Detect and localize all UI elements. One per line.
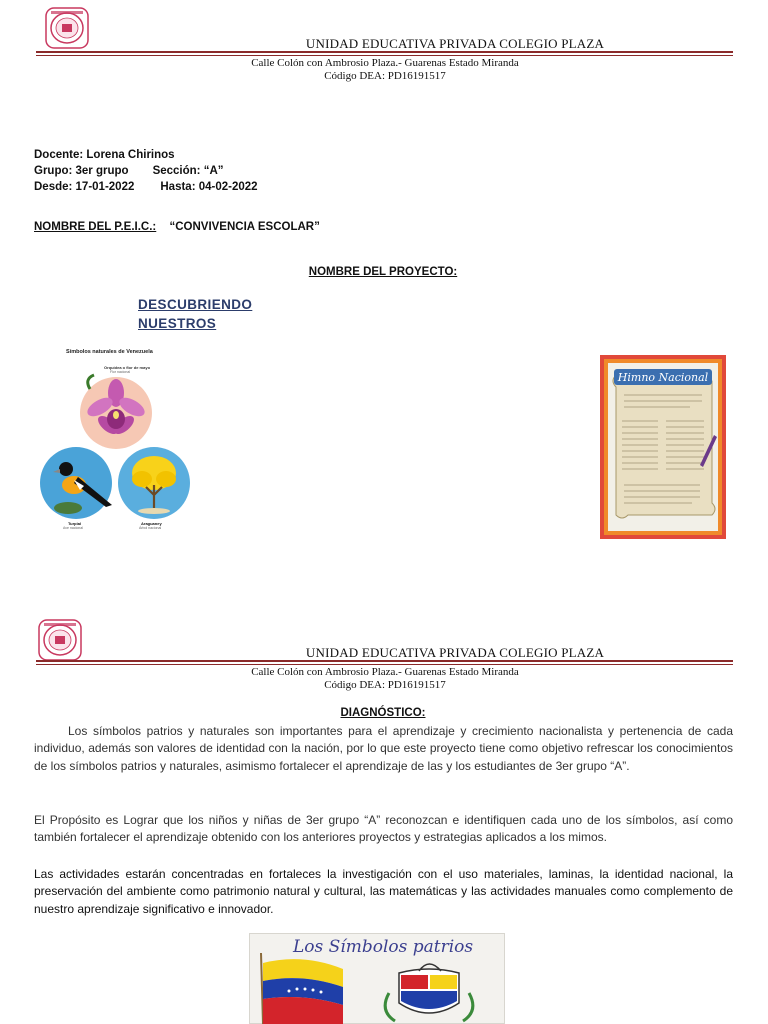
flower-sublabel: Flor nacional xyxy=(110,370,131,374)
tree-sublabel: Árbol nacional xyxy=(139,526,162,530)
diagnostic-label: DIAGNÓSTICO: xyxy=(340,707,426,719)
teacher-row xyxy=(34,147,258,163)
patriotic-symbols-drawing xyxy=(249,933,505,1024)
date-to: Hasta: 04-02-2022 xyxy=(160,181,258,193)
drawing-caption: Los Símbolos patrios xyxy=(293,937,474,957)
peic-line xyxy=(34,221,320,233)
school-address: Calle Colón con Ambrosio Plaza.- Guarenas Estado Miranda xyxy=(251,666,519,678)
school-logo-page-2 xyxy=(38,619,82,661)
info-block xyxy=(34,147,258,195)
school-seal-icon xyxy=(45,7,89,49)
school-code: Código DEA: PD16191517 xyxy=(324,679,446,691)
anthem-card-image xyxy=(600,355,726,539)
group: Grupo: 3er grupo xyxy=(34,165,129,177)
bird-sublabel: Ave nacional xyxy=(63,526,83,530)
date-from: Desde: 17-01-2022 xyxy=(34,181,135,193)
project-title-line-1: DESCUBRIENDO xyxy=(138,297,253,312)
school-address: Calle Colón con Ambrosio Plaza.- Guarenas Estado Miranda xyxy=(251,57,519,69)
dates-row xyxy=(34,179,258,195)
anthem-scroll-illustration xyxy=(600,355,726,539)
school-address-block-page-2 xyxy=(100,666,670,692)
group-row xyxy=(34,163,258,179)
diagnostic-paragraph-1: Los símbolos patrios y naturales son importantes para el aprendizaje y crecimiento nacionalista y pertenencia de cada individuo, además son valores de identidad con la nación, por lo que este proyecto tiene como objetivo refrescar los conocimientos de los símbolos patrios y naturales, asimismo fortalecer el aprendizaje de las y los estudiantes de 3er grupo “A”. xyxy=(34,724,733,773)
school-seal-icon xyxy=(38,619,82,661)
school-address-block xyxy=(100,57,670,83)
anthem-title: Himno Nacional xyxy=(617,371,709,384)
diagnostic-paragraph-2: El Propósito es Lograr que los niños y niñas de 3er grupo “A” reconozcan e identifiquen cada uno de los símbolos, así como también fortalecer el aprendizaje obtenido con los anteriores proyectos y estrategias aplicados a los mimos. xyxy=(34,813,733,845)
natural-symbols-image xyxy=(38,345,198,535)
school-code: Código DEA: PD16191517 xyxy=(324,70,446,82)
tree-label: Araguaney xyxy=(141,521,162,526)
diagnostic-paragraph-3: Las actividades estarán concentradas en fortaleces la investigación con el uso materiales, laminas, la identidad nacional, la preservación del ambiente como patrimonio natural y cultural, las matemáticas y las actividades manuales como complemento de nuestro aprendizaje significativo e innovador. xyxy=(34,867,733,916)
teacher: Docente: Lorena Chirinos xyxy=(34,149,175,161)
flower-label: Orquídea o flor de mayo xyxy=(104,365,151,370)
header-rule-page-2 xyxy=(36,660,733,665)
peic-label: NOMBRE DEL P.E.I.C.: xyxy=(34,221,157,233)
project-label: NOMBRE DEL PROYECTO: xyxy=(308,266,458,278)
natural-symbols-header: Símbolos naturales de Venezuela xyxy=(66,349,153,355)
project-title xyxy=(138,295,252,333)
school-name-page-2: UNIDAD EDUCATIVA PRIVADA COLEGIO PLAZA xyxy=(305,645,605,660)
school-logo xyxy=(45,7,89,49)
bird-label: Turpial xyxy=(68,521,82,526)
header-rule xyxy=(36,51,733,56)
peic-value: “CONVIVENCIA ESCOLAR” xyxy=(169,221,320,233)
school-name: UNIDAD EDUCATIVA PRIVADA COLEGIO PLAZA xyxy=(305,36,605,51)
project-title-line-2: NUESTROS xyxy=(138,316,217,331)
section: Sección: “A” xyxy=(152,165,224,177)
